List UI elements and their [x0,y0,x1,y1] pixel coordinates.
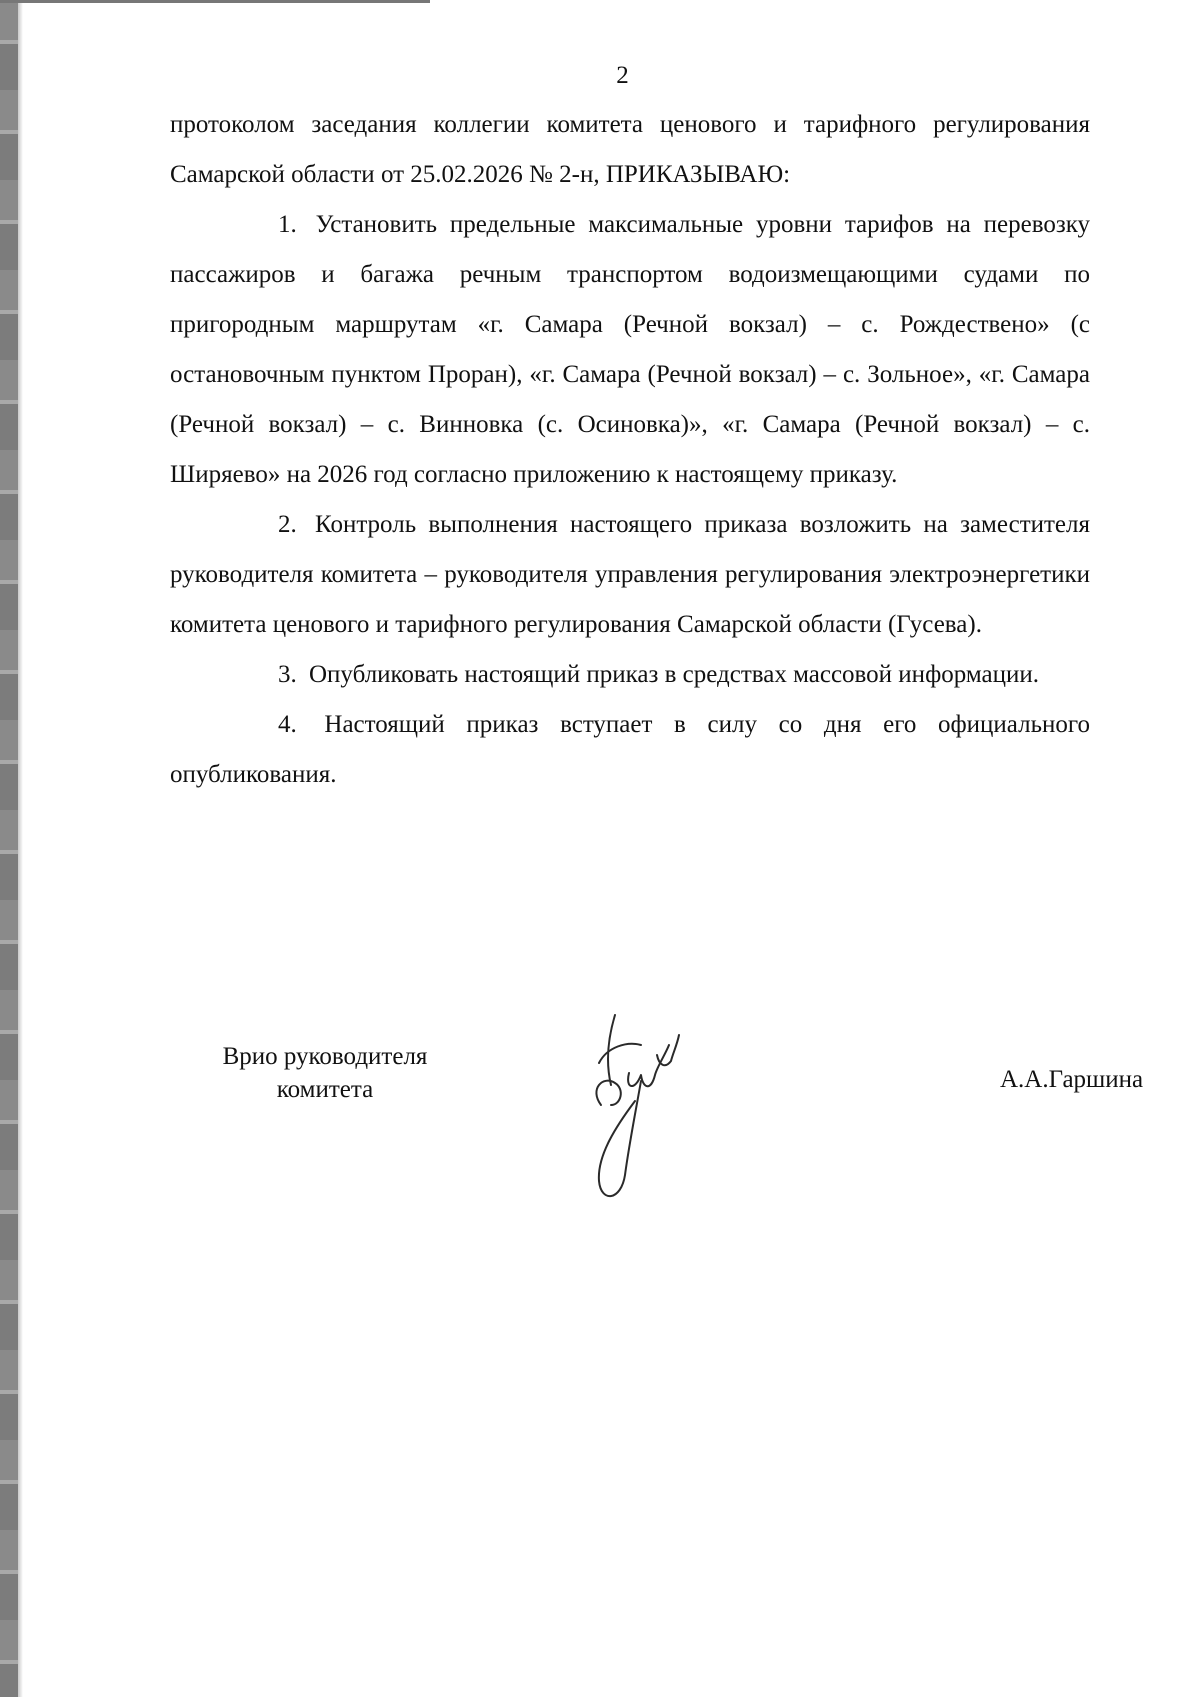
scan-edge-gradient [18,0,23,1697]
document-body [170,100,1090,800]
scan-edge-shadow [0,0,18,1697]
handwritten-signature [585,1005,695,1205]
order-item-1 [170,200,1090,500]
order-item-3 [170,650,1090,700]
order-item-2 [170,500,1090,650]
item-number: 3. [278,661,297,688]
signer-name: А.А.Гаршина [1000,1066,1144,1093]
item-number: 4. [278,711,297,738]
position-line-2: комитета [276,1076,374,1103]
order-item-4 [170,700,1090,800]
scan-top-mark [0,0,430,3]
item-text: Настоящий приказ вступает в силу со дня его официального опубликования. [170,711,1091,788]
position-line-1: Врио руководителя [222,1043,428,1070]
page-number: 2 [616,62,629,89]
item-number: 2. [278,511,297,538]
signatory-position [190,1040,460,1106]
item-text: Контроль выполнения настоящего приказа возложить на заместителя руководителя комитета – руководителя управления регулирования электроэнергетики комитета ценового и тарифного регулирования Самарской области (Гусева). [170,511,1090,638]
item-number: 1. [278,211,297,238]
item-text: Установить предельные максимальные уровни тарифов на перевозку пассажиров и багажа речным транспортом водоизмещающими судами по пригородным маршрутам «г. Самара (Речной вокзал) – с. Рождествено» (с остановочным пунктом Проран), «г. Самара (Речной вокзал) – с. Зольное», «г. Самара (Речной вокзал) – с. Винновка (с. Осиновка)», «г. Самара (Речной вокзал) – с. Ширяево» на 2026 год согласно приложению к настоящему приказу. [170,211,1090,488]
item-text: Опубликовать настоящий приказ в средствах массовой информации. [309,661,1040,688]
intro-paragraph: протоколом заседания коллегии комитета ценового и тарифного регулирования Самарской области от 25.02.2026 № 2-н, ПРИКАЗЫВАЮ: [170,111,1090,188]
